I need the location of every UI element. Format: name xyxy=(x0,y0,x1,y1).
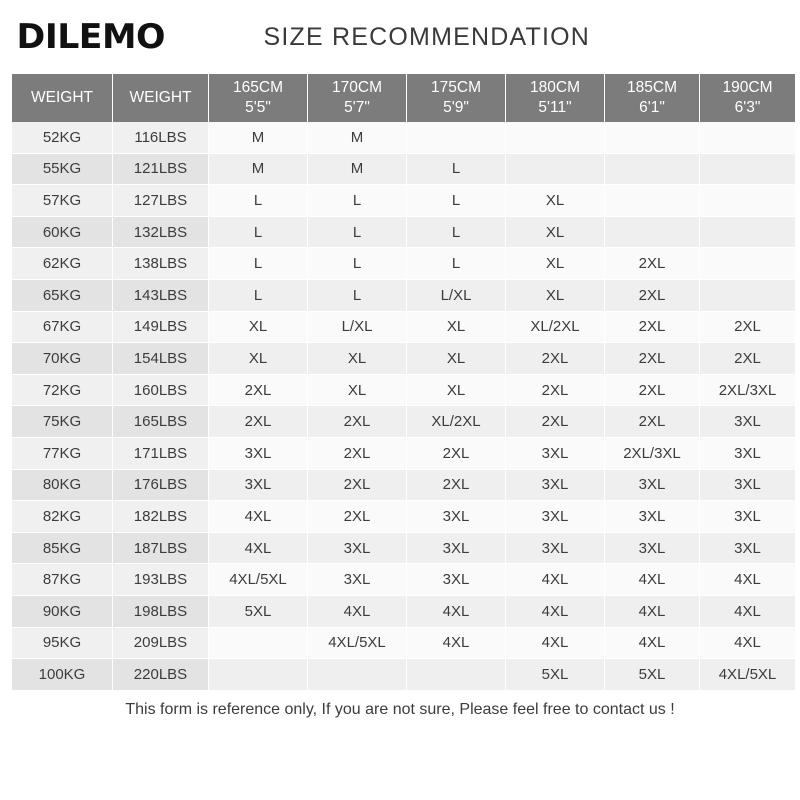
table-row xyxy=(12,627,795,659)
cell-weight-lbs: 187LBS xyxy=(113,532,209,564)
cell-size: XL xyxy=(209,311,308,343)
cell-size: XL xyxy=(407,311,506,343)
cell-size: XL/2XL xyxy=(506,311,605,343)
cell-size: 4XL xyxy=(605,564,700,596)
cell-size: L xyxy=(308,185,407,217)
cell-weight-lbs: 127LBS xyxy=(113,185,209,217)
cell-weight-kg: 90KG xyxy=(12,595,113,627)
cell-size: 2XL/3XL xyxy=(700,374,796,406)
cell-size: 4XL xyxy=(209,501,308,533)
cell-size: 3XL xyxy=(506,532,605,564)
column-header-4 xyxy=(407,74,506,122)
cell-size: 2XL xyxy=(506,406,605,438)
table-row xyxy=(12,437,795,469)
column-header-line2: 6'1" xyxy=(639,99,665,116)
table-row xyxy=(12,595,795,627)
cell-weight-lbs: 138LBS xyxy=(113,248,209,280)
cell-size: 3XL xyxy=(407,564,506,596)
cell-size: 2XL/3XL xyxy=(605,437,700,469)
cell-size: 2XL xyxy=(700,343,796,375)
cell-size xyxy=(407,659,506,691)
cell-size: 2XL xyxy=(308,501,407,533)
cell-size: L xyxy=(407,185,506,217)
cell-size xyxy=(308,659,407,691)
cell-size: 4XL xyxy=(700,595,796,627)
cell-size: 3XL xyxy=(700,532,796,564)
cell-size: 5XL xyxy=(506,659,605,691)
cell-weight-lbs: 209LBS xyxy=(113,627,209,659)
cell-size: 3XL xyxy=(506,437,605,469)
cell-size: XL xyxy=(506,279,605,311)
table-header-row xyxy=(12,74,795,122)
cell-size xyxy=(700,185,796,217)
cell-size: M xyxy=(308,122,407,153)
cell-weight-kg: 80KG xyxy=(12,469,113,501)
column-header-line1: 180CM xyxy=(530,79,580,97)
cell-weight-lbs: 132LBS xyxy=(113,216,209,248)
cell-size: 2XL xyxy=(605,248,700,280)
cell-weight-lbs: 198LBS xyxy=(113,595,209,627)
cell-size: M xyxy=(209,122,308,153)
cell-size: XL xyxy=(506,248,605,280)
column-header-0 xyxy=(12,74,113,122)
cell-weight-kg: 75KG xyxy=(12,406,113,438)
cell-weight-lbs: 160LBS xyxy=(113,374,209,406)
cell-size: 4XL/5XL xyxy=(700,659,796,691)
cell-weight-kg: 57KG xyxy=(12,185,113,217)
table-row xyxy=(12,153,795,185)
cell-weight-kg: 72KG xyxy=(12,374,113,406)
size-recommendation-table xyxy=(12,74,795,691)
column-header-2 xyxy=(209,74,308,122)
column-header-1 xyxy=(113,74,209,122)
cell-weight-kg: 95KG xyxy=(12,627,113,659)
table-head xyxy=(12,74,795,122)
column-header-7 xyxy=(700,74,796,122)
table-row xyxy=(12,122,795,153)
cell-size: 5XL xyxy=(605,659,700,691)
column-header-line2: 6'3" xyxy=(734,99,761,116)
column-header-6 xyxy=(605,74,700,122)
table-row xyxy=(12,564,795,596)
table-row xyxy=(12,659,795,691)
page-title: SIZE RECOMMENDATION xyxy=(263,22,591,51)
cell-size xyxy=(700,248,796,280)
cell-size xyxy=(209,659,308,691)
cell-weight-kg: 62KG xyxy=(12,248,113,280)
cell-weight-lbs: 116LBS xyxy=(113,122,209,153)
cell-size: L xyxy=(209,216,308,248)
cell-size: 2XL xyxy=(700,311,796,343)
column-header-line1: 175CM xyxy=(431,79,481,97)
cell-size: L xyxy=(308,248,407,280)
cell-weight-lbs: 182LBS xyxy=(113,501,209,533)
cell-size: 3XL xyxy=(209,469,308,501)
cell-size: 3XL xyxy=(605,532,700,564)
cell-weight-lbs: 220LBS xyxy=(113,659,209,691)
cell-size: 4XL/5XL xyxy=(209,564,308,596)
cell-size: 2XL xyxy=(605,311,700,343)
table-row xyxy=(12,216,795,248)
table-row xyxy=(12,532,795,564)
cell-weight-lbs: 176LBS xyxy=(113,469,209,501)
cell-size: 2XL xyxy=(407,437,506,469)
cell-size: L/XL xyxy=(308,311,407,343)
table-body xyxy=(12,122,795,690)
table-row xyxy=(12,406,795,438)
column-header-line1: 170CM xyxy=(332,79,382,97)
cell-size: XL xyxy=(209,343,308,375)
cell-size: 4XL xyxy=(209,532,308,564)
page-header xyxy=(0,0,800,74)
cell-weight-kg: 60KG xyxy=(12,216,113,248)
column-header-line2: 5'9" xyxy=(443,99,469,116)
cell-weight-kg: 52KG xyxy=(12,122,113,153)
cell-weight-kg: 85KG xyxy=(12,532,113,564)
cell-size xyxy=(605,185,700,217)
cell-size: L xyxy=(407,216,506,248)
column-header-line1: WEIGHT xyxy=(31,89,93,107)
cell-size: XL xyxy=(506,216,605,248)
cell-size: L xyxy=(308,216,407,248)
cell-size xyxy=(700,216,796,248)
cell-size xyxy=(407,122,506,153)
table-row xyxy=(12,311,795,343)
cell-size: 2XL xyxy=(308,437,407,469)
column-header-3 xyxy=(308,74,407,122)
cell-size: 2XL xyxy=(605,279,700,311)
table-row xyxy=(12,248,795,280)
cell-weight-kg: 82KG xyxy=(12,501,113,533)
cell-weight-lbs: 143LBS xyxy=(113,279,209,311)
cell-size: XL xyxy=(506,185,605,217)
cell-size xyxy=(605,153,700,185)
cell-size: 2XL xyxy=(407,469,506,501)
cell-size: 3XL xyxy=(605,501,700,533)
cell-size xyxy=(700,122,796,153)
cell-size: 4XL xyxy=(506,595,605,627)
cell-size: 2XL xyxy=(308,469,407,501)
cell-size: 4XL xyxy=(407,595,506,627)
cell-size: 2XL xyxy=(605,406,700,438)
size-table-wrapper xyxy=(0,74,800,691)
cell-size: XL xyxy=(407,343,506,375)
cell-size: 4XL/5XL xyxy=(308,627,407,659)
cell-size: 4XL xyxy=(407,627,506,659)
cell-size: 4XL xyxy=(700,564,796,596)
table-row xyxy=(12,501,795,533)
brand-logo: DILEMO xyxy=(16,17,165,57)
cell-size: 3XL xyxy=(308,564,407,596)
cell-size: L xyxy=(209,248,308,280)
cell-size xyxy=(605,122,700,153)
cell-size: L xyxy=(209,279,308,311)
cell-weight-kg: 55KG xyxy=(12,153,113,185)
cell-size: 4XL xyxy=(700,627,796,659)
cell-size: 2XL xyxy=(506,374,605,406)
cell-weight-lbs: 165LBS xyxy=(113,406,209,438)
cell-size: 3XL xyxy=(308,532,407,564)
cell-weight-kg: 65KG xyxy=(12,279,113,311)
cell-weight-kg: 67KG xyxy=(12,311,113,343)
cell-size xyxy=(506,153,605,185)
cell-size: 2XL xyxy=(605,374,700,406)
cell-size: 3XL xyxy=(700,501,796,533)
cell-size: M xyxy=(209,153,308,185)
table-row xyxy=(12,343,795,375)
column-header-line2: 5'11" xyxy=(538,99,572,116)
cell-size: 2XL xyxy=(605,343,700,375)
cell-size: 4XL xyxy=(605,595,700,627)
footer-note: This form is reference only, If you are not sure, Please feel free to contact us ! xyxy=(125,700,675,718)
column-header-line1: 190CM xyxy=(722,79,773,97)
column-header-line1: 185CM xyxy=(627,79,677,97)
cell-size: 4XL xyxy=(605,627,700,659)
cell-size: XL/2XL xyxy=(407,406,506,438)
cell-size: M xyxy=(308,153,407,185)
cell-weight-kg: 77KG xyxy=(12,437,113,469)
table-row xyxy=(12,185,795,217)
table-row xyxy=(12,374,795,406)
cell-size: 2XL xyxy=(506,343,605,375)
cell-size xyxy=(506,122,605,153)
table-row xyxy=(12,279,795,311)
cell-size: 2XL xyxy=(209,406,308,438)
cell-size: 3XL xyxy=(700,469,796,501)
cell-size: 3XL xyxy=(506,469,605,501)
cell-weight-lbs: 171LBS xyxy=(113,437,209,469)
cell-size: 3XL xyxy=(700,406,796,438)
cell-size: L xyxy=(407,153,506,185)
cell-weight-kg: 100KG xyxy=(12,659,113,691)
cell-size: 3XL xyxy=(700,437,796,469)
cell-weight-lbs: 149LBS xyxy=(113,311,209,343)
cell-size: XL xyxy=(308,374,407,406)
cell-weight-kg: 87KG xyxy=(12,564,113,596)
cell-size xyxy=(209,627,308,659)
cell-size: 3XL xyxy=(605,469,700,501)
cell-size: L xyxy=(209,185,308,217)
column-header-line2: 5'7" xyxy=(344,99,370,116)
cell-size: 3XL xyxy=(506,501,605,533)
cell-size xyxy=(700,279,796,311)
column-header-5 xyxy=(506,74,605,122)
cell-size: 4XL xyxy=(506,564,605,596)
cell-size: L/XL xyxy=(407,279,506,311)
cell-weight-kg: 70KG xyxy=(12,343,113,375)
cell-size: 3XL xyxy=(407,501,506,533)
cell-weight-lbs: 193LBS xyxy=(113,564,209,596)
table-row xyxy=(12,469,795,501)
cell-weight-lbs: 154LBS xyxy=(113,343,209,375)
column-header-line2: 5'5" xyxy=(245,99,271,116)
cell-size xyxy=(605,216,700,248)
cell-weight-lbs: 121LBS xyxy=(113,153,209,185)
cell-size: 4XL xyxy=(506,627,605,659)
cell-size: 5XL xyxy=(209,595,308,627)
cell-size: 3XL xyxy=(209,437,308,469)
column-header-line1: 165CM xyxy=(233,79,283,97)
cell-size: L xyxy=(407,248,506,280)
cell-size: L xyxy=(308,279,407,311)
cell-size: XL xyxy=(407,374,506,406)
cell-size: 3XL xyxy=(407,532,506,564)
cell-size: XL xyxy=(308,343,407,375)
cell-size: 4XL xyxy=(308,595,407,627)
cell-size: 2XL xyxy=(209,374,308,406)
column-header-line1: WEIGHT xyxy=(129,89,192,107)
cell-size xyxy=(700,153,796,185)
cell-size: 2XL xyxy=(308,406,407,438)
